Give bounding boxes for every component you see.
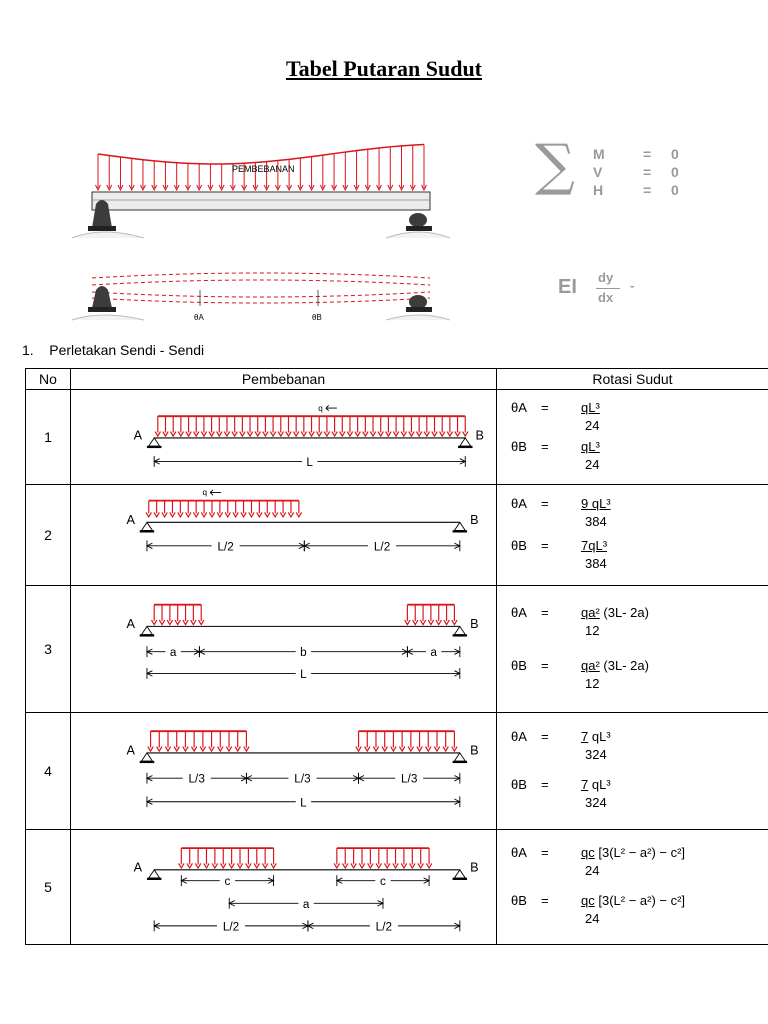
load-diagram-cell: [71, 586, 497, 713]
header-rotation: Rotasi Sudut: [497, 369, 768, 390]
formula-denominator: 24: [585, 911, 600, 926]
theta-symbol: θA: [511, 729, 527, 744]
table-row: [26, 390, 768, 485]
equilibrium-row: M = 0: [593, 146, 679, 162]
pin-support: [454, 870, 465, 878]
formula-numerator: 9 qL³: [581, 496, 611, 511]
formula-tail: qL³: [588, 777, 611, 792]
load-diagram: [71, 586, 496, 712]
equals-sign: =: [541, 893, 549, 908]
dim-label: L: [300, 796, 307, 810]
equilibrium-row: H = 0: [593, 182, 679, 198]
load-diagram: [71, 390, 496, 484]
equals-sign: =: [541, 439, 549, 454]
formula-denominator: 12: [585, 623, 600, 638]
ei-denominator: dx: [598, 290, 614, 305]
equilibrium-equations: [535, 133, 715, 210]
formula-numerator: qL³: [581, 439, 600, 454]
equals-sign: =: [541, 400, 549, 415]
rotation-cell: [497, 713, 768, 830]
label-b: B: [470, 743, 479, 758]
pin-support: [142, 753, 153, 761]
formula-denominator: 384: [585, 556, 607, 571]
table-row: [26, 485, 768, 586]
dim-label: L/2: [222, 920, 240, 934]
table-row: [26, 586, 768, 713]
rotation-cell: [497, 586, 768, 713]
pin-support: [454, 626, 465, 634]
row-number: 5: [26, 830, 71, 945]
formula-numerator: qc: [581, 893, 595, 908]
formula-numerator: qL³: [581, 400, 600, 415]
dim-label: L/3: [188, 772, 205, 786]
ei-tail: -: [630, 278, 635, 293]
label-a: A: [133, 428, 143, 443]
hero-pin-support-2: [72, 286, 144, 320]
formula-tail: [3(L² − a²) − c²]: [594, 845, 686, 860]
formula-tail: (3L- 2a): [599, 658, 649, 673]
theta-symbol: θB: [511, 658, 527, 673]
header-no: No: [26, 369, 71, 390]
equals-sign: =: [541, 845, 549, 860]
rotation-formula: [511, 400, 600, 415]
rotation-formula: [511, 658, 649, 673]
theta-symbol: θA: [511, 845, 527, 860]
dim-label: L/2: [373, 540, 391, 554]
equals-sign: =: [541, 658, 549, 673]
formula-numerator: 7qL³: [581, 538, 608, 553]
rotation-formula: [511, 777, 611, 792]
hero-theta-a: θA: [194, 313, 204, 322]
formula-numerator: qa²: [581, 605, 600, 620]
pin-support: [454, 522, 465, 530]
header-load: Pembebanan: [71, 369, 497, 390]
label-a: A: [126, 617, 135, 632]
row-number: 3: [26, 586, 71, 713]
table-row: [26, 830, 768, 945]
label-a: A: [133, 860, 143, 875]
formula-denominator: 324: [585, 747, 607, 762]
dim-label: a: [169, 646, 177, 660]
dim-label: L/2: [375, 920, 393, 934]
dim-label: c: [380, 875, 386, 889]
rotation-formula: [511, 893, 685, 908]
row-number: 1: [26, 390, 71, 485]
rotation-formula: [511, 496, 611, 511]
equals-sign: =: [541, 729, 549, 744]
hero-load-curve: [98, 144, 424, 163]
load-diagram-cell: [71, 713, 497, 830]
load-diagram-cell: [71, 390, 497, 485]
rotation-formula: [511, 605, 649, 620]
rotation-cell: [497, 485, 768, 586]
ei-label: EI: [558, 276, 577, 298]
load-diagram-cell: [71, 485, 497, 586]
dim-label: L/3: [401, 772, 418, 786]
formula-tail: (3L- 2a): [599, 605, 649, 620]
pin-support: [149, 438, 160, 446]
sigma-symbol: ∑: [535, 133, 575, 198]
theta-symbol: θB: [511, 777, 527, 792]
formula-tail: [3(L² − a²) − c²]: [594, 893, 686, 908]
formula-denominator: 324: [585, 795, 607, 810]
hero-roller-support-2: [386, 295, 450, 320]
rotation-formula: [511, 538, 607, 553]
equals-sign: =: [541, 496, 549, 511]
rotation-formula: [511, 845, 685, 860]
theta-symbol: θB: [511, 893, 527, 908]
rotation-formula: [511, 729, 611, 744]
page-title: Tabel Putaran Sudut: [285, 56, 483, 81]
formula-denominator: 24: [585, 418, 600, 433]
theta-symbol: θB: [511, 439, 527, 454]
load-diagram: [71, 713, 496, 829]
pin-support: [142, 522, 153, 530]
formula-denominator: 24: [585, 863, 600, 878]
label-a: A: [126, 513, 135, 528]
rotation-cell: [497, 390, 768, 485]
equals-sign: =: [541, 777, 549, 792]
formula-numerator: qc: [581, 845, 595, 860]
theta-symbol: θA: [511, 605, 527, 620]
equilibrium-row: V = 0: [593, 164, 679, 180]
table-row: [26, 713, 768, 830]
dim-label: L: [306, 455, 313, 469]
hero-deflected-beam: [92, 273, 430, 306]
dim-label: c: [224, 875, 231, 889]
rotation-table: [25, 368, 768, 945]
theta-symbol: θA: [511, 496, 527, 511]
formula-numerator: 7: [581, 729, 589, 744]
hero-beam: [92, 192, 430, 210]
table-header-row: [26, 369, 768, 390]
hero-load-label: PEMBEBANAN: [232, 164, 295, 174]
pin-support: [142, 626, 153, 634]
formula-denominator: 12: [585, 676, 600, 691]
dim-label: a: [302, 897, 310, 911]
label-b: B: [475, 428, 484, 443]
theta-symbol: θA: [511, 400, 527, 415]
label-a: A: [126, 743, 135, 758]
pin-support: [149, 870, 160, 878]
formula-denominator: 384: [585, 514, 607, 529]
pin-support: [454, 753, 465, 761]
load-q-label: q: [318, 403, 323, 413]
label-b: B: [470, 513, 479, 528]
label-b: B: [470, 617, 479, 632]
dim-label: L/2: [217, 540, 234, 554]
dim-label: a: [430, 646, 437, 660]
dim-label: L: [300, 667, 307, 681]
formula-denominator: 24: [585, 457, 600, 472]
dim-label: b: [300, 646, 307, 660]
hero-theta-b: θB: [312, 313, 322, 322]
dim-label: L/3: [294, 772, 311, 786]
load-diagram: [71, 830, 496, 944]
row-number: 2: [26, 485, 71, 586]
hero-illustration: [70, 130, 450, 335]
pin-support: [460, 438, 471, 446]
rotation-cell: [497, 830, 768, 945]
equals-sign: =: [541, 605, 549, 620]
load-diagram-cell: [71, 830, 497, 945]
row-number: 4: [26, 713, 71, 830]
theta-symbol: θB: [511, 538, 527, 553]
load-diagram: [71, 485, 496, 585]
load-q-label: q: [202, 488, 208, 498]
formula-tail: qL³: [588, 729, 611, 744]
formula-numerator: 7: [581, 777, 589, 792]
equals-sign: =: [541, 538, 549, 553]
hero-roller-support: [386, 213, 450, 238]
label-b: B: [470, 860, 479, 875]
section-heading: 1. Perletakan Sendi - Sendi: [22, 342, 205, 358]
ei-equation: [558, 270, 648, 310]
rotation-formula: [511, 439, 600, 454]
formula-numerator: qa²: [581, 658, 600, 673]
ei-numerator: dy: [598, 270, 614, 285]
